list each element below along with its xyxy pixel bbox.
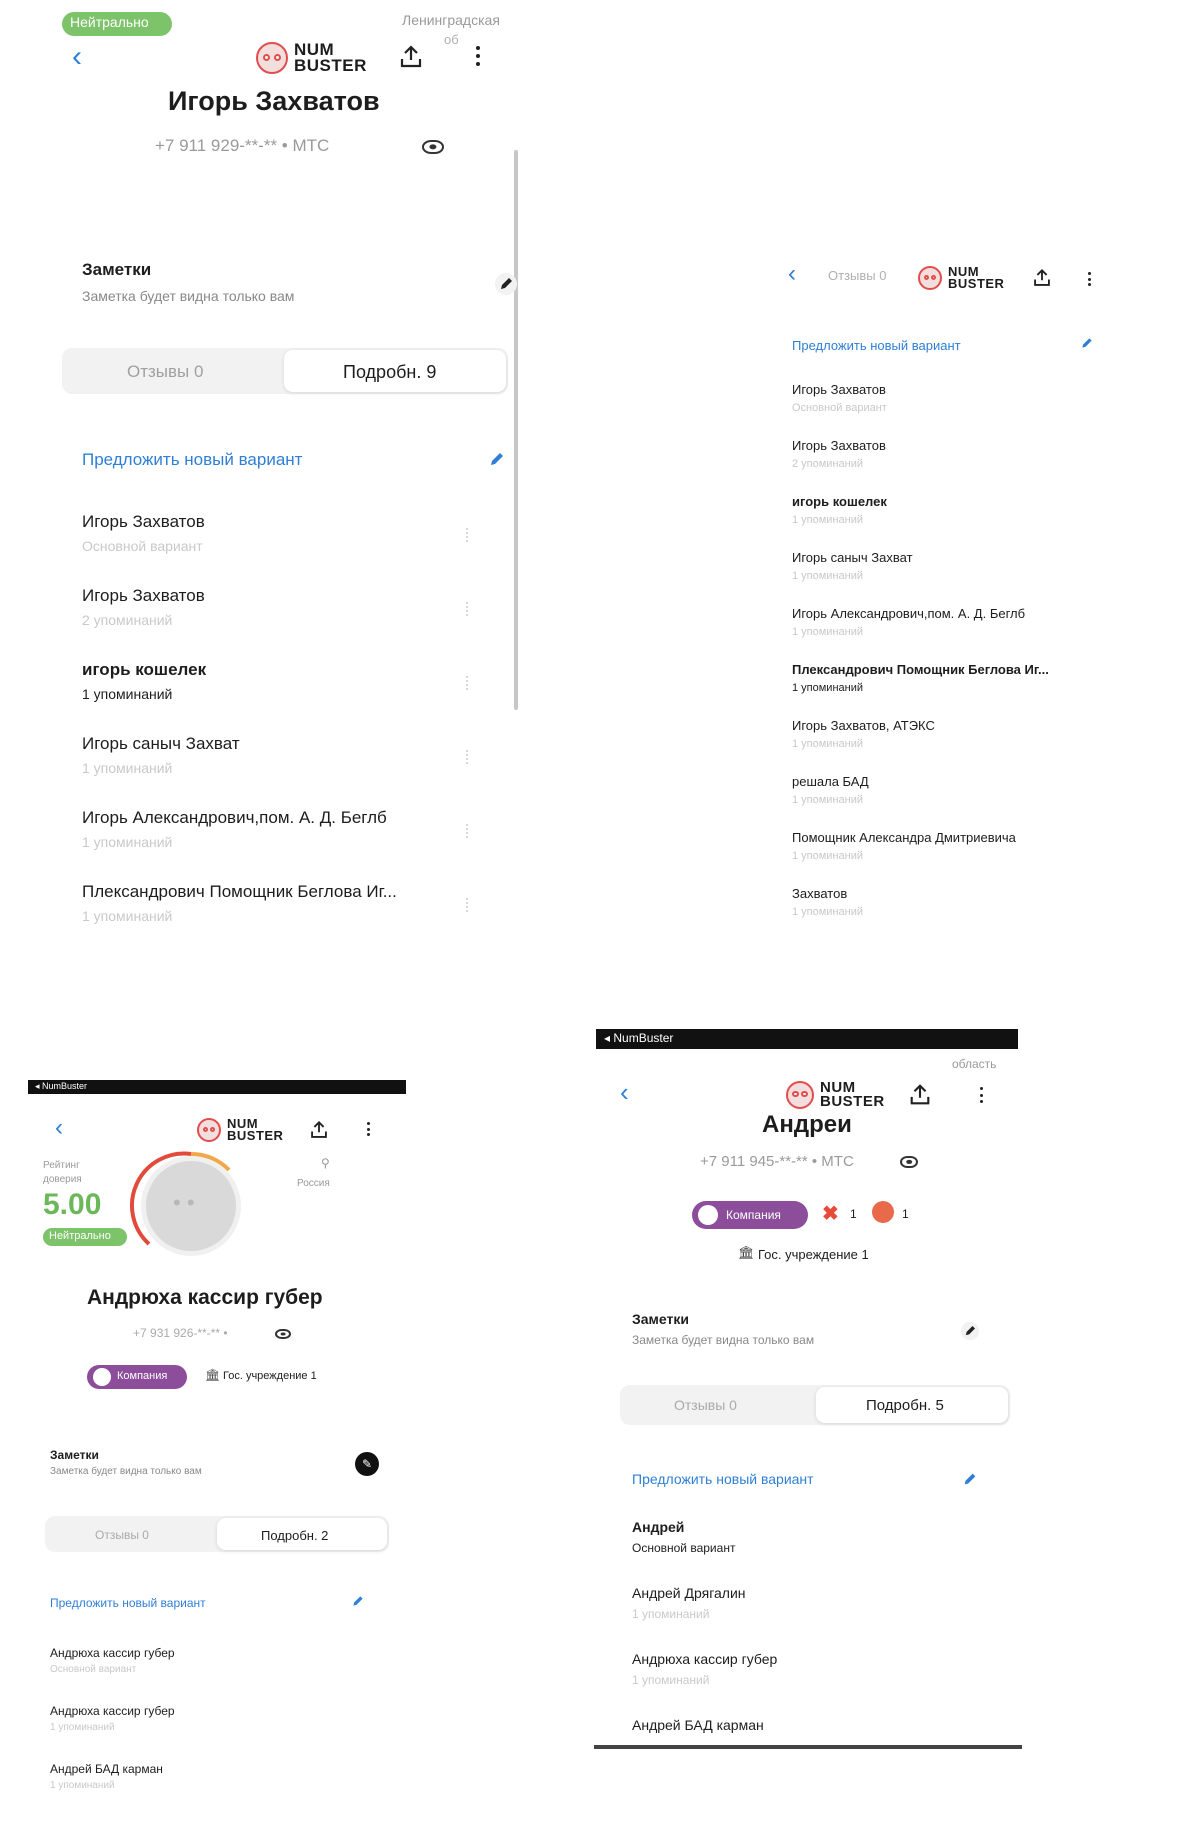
edit-pencil-icon[interactable] bbox=[494, 272, 518, 296]
trust-rating-value: 5.00 bbox=[43, 1188, 102, 1221]
list-item-sub: 1 упоминаний bbox=[792, 682, 864, 694]
screenshot-panel-2 bbox=[770, 250, 1120, 940]
item-more-icon[interactable] bbox=[466, 824, 470, 838]
list-item-sub: 1 упоминаний bbox=[792, 794, 864, 806]
gov-building-icon: 🏛 bbox=[738, 1245, 755, 1260]
list-item-sub: 1 упоминаний bbox=[82, 834, 173, 850]
list-item-sub: 1 упоминаний bbox=[792, 738, 864, 750]
list-item-sub: 1 упоминаний bbox=[792, 570, 864, 582]
logo-text-num: NUM bbox=[294, 40, 335, 60]
list-item-title: Игорь Александрович,пом. А. Д. Беглб bbox=[82, 808, 387, 827]
tab-details-label[interactable]: Подробн. 5 bbox=[866, 1397, 944, 1414]
list-item-sub: 2 упоминаний bbox=[792, 458, 864, 470]
more-vert-icon[interactable] bbox=[980, 1087, 983, 1103]
contact-phone: +7 911 945-**-** • МТС bbox=[700, 1153, 854, 1170]
suggest-new-variant-link[interactable]: Предложить новый вариант bbox=[50, 1596, 206, 1610]
avatar-face-icon: • • bbox=[173, 1190, 195, 1215]
list-item-title: Игорь Захватов bbox=[82, 586, 205, 605]
list-item-sub: Основной вариант bbox=[792, 402, 887, 414]
edit-pencil-icon[interactable]: ✎ bbox=[355, 1452, 379, 1476]
gov-building-icon: 🏛 bbox=[205, 1368, 221, 1382]
list-item-sub: 1 упоминаний bbox=[792, 626, 864, 638]
eye-icon[interactable] bbox=[422, 140, 444, 154]
suggest-new-variant-link[interactable]: Предложить новый вариант bbox=[792, 338, 961, 353]
notes-subtitle: Заметка будет видна только вам bbox=[82, 288, 295, 304]
trust-label-line-2: доверия bbox=[43, 1174, 82, 1185]
item-more-icon[interactable] bbox=[466, 528, 470, 542]
notes-subtitle: Заметка будет видна только вам bbox=[632, 1333, 815, 1347]
contact-phone: +7 911 929-**-** • МТС bbox=[155, 136, 330, 155]
status-bar-label: ◂ NumBuster bbox=[604, 1031, 674, 1045]
list-item-sub: 1 упоминаний bbox=[632, 1673, 710, 1687]
suggest-pencil-icon[interactable] bbox=[351, 1594, 365, 1608]
notes-title: Заметки bbox=[632, 1311, 689, 1327]
logo-text-buster: BUSTER bbox=[948, 276, 1005, 291]
screenshot-panel-1 bbox=[40, 0, 520, 930]
eye-icon[interactable] bbox=[900, 1156, 918, 1168]
list-item-title: Андрей БАД карман bbox=[632, 1717, 764, 1733]
list-item-sub: 1 упоминаний bbox=[632, 1607, 710, 1621]
list-item-title: игорь кошелек bbox=[82, 660, 207, 679]
screenshot-panel-3 bbox=[25, 1080, 410, 1820]
back-chevron-icon[interactable]: ‹ bbox=[620, 1077, 629, 1107]
list-item-title: Захватов bbox=[792, 886, 848, 901]
region-label: Ленинградская bbox=[402, 12, 500, 28]
list-item-sub: Основной вариант bbox=[50, 1664, 137, 1675]
bottom-edge-line bbox=[594, 1745, 1022, 1749]
suggest-pencil-icon[interactable] bbox=[962, 1471, 978, 1487]
list-item-title: Игорь Захватов bbox=[792, 382, 886, 397]
region-label: область bbox=[952, 1057, 997, 1071]
numbuster-logo bbox=[256, 42, 367, 74]
item-more-icon[interactable] bbox=[466, 676, 470, 690]
list-item-title: Андрей bbox=[632, 1519, 685, 1535]
share-icon[interactable] bbox=[309, 1120, 329, 1140]
logo-text-num: NUM bbox=[820, 1079, 856, 1097]
more-vert-icon[interactable] bbox=[476, 46, 480, 66]
list-item-title: Андрюха кассир губер bbox=[50, 1646, 175, 1660]
list-item-title: Игорь Захватов bbox=[82, 512, 205, 531]
notes-title: Заметки bbox=[82, 260, 152, 279]
list-item-sub: 1 упоминаний bbox=[792, 850, 864, 862]
company-chip-icon bbox=[698, 1205, 718, 1225]
list-item-title: Андрюха кассир губер bbox=[50, 1704, 175, 1718]
list-item-sub: 1 упоминаний bbox=[792, 906, 864, 918]
gov-institution-label: Гос. учреждение 1 bbox=[223, 1370, 317, 1382]
contact-phone: +7 931 926-**-** • bbox=[133, 1326, 228, 1340]
list-item-title: Плександрович Помощник Беглова Иг... bbox=[82, 882, 397, 901]
list-item-title: Игорь Александрович,пом. А. Д. Беглб bbox=[792, 606, 1026, 621]
list-item-title: решала БАД bbox=[792, 774, 869, 789]
contact-name: Андрюха кассир губер bbox=[87, 1286, 323, 1309]
more-vert-icon[interactable] bbox=[1088, 272, 1091, 286]
list-item-title: Игорь Захватов bbox=[792, 438, 886, 453]
list-item-title: Андрюха кассир губер bbox=[632, 1651, 778, 1667]
share-icon[interactable] bbox=[1032, 268, 1052, 288]
eye-icon[interactable] bbox=[275, 1329, 291, 1339]
item-more-icon[interactable] bbox=[466, 602, 470, 616]
logo-text-buster: BUSTER bbox=[227, 1128, 284, 1143]
list-item-sub: 1 упоминаний bbox=[50, 1780, 115, 1791]
suggest-pencil-icon[interactable] bbox=[488, 450, 506, 468]
logo-text-num: NUM bbox=[227, 1116, 259, 1132]
neutral-badge-label: Нейтрально bbox=[70, 14, 149, 30]
list-item-sub: 1 упоминаний bbox=[82, 760, 173, 776]
list-item-title: Игорь Захватов, АТЭКС bbox=[792, 718, 935, 733]
list-item-sub: 1 упоминаний bbox=[50, 1722, 115, 1733]
item-more-icon[interactable] bbox=[466, 750, 470, 764]
owl-logo-icon bbox=[197, 1118, 221, 1142]
list-item-title: Андрей Дрягалин bbox=[632, 1585, 746, 1601]
suggest-new-variant-link[interactable]: Предложить новый вариант bbox=[82, 450, 303, 469]
screenshot-panel-4 bbox=[590, 1025, 1040, 1805]
numbuster-logo bbox=[197, 1118, 283, 1142]
sad-face-icon bbox=[872, 1201, 894, 1223]
tab-reviews[interactable]: Отзывы 0 bbox=[127, 362, 204, 381]
numbuster-logo bbox=[786, 1081, 885, 1109]
back-chevron-icon[interactable]: ‹ bbox=[72, 40, 82, 73]
x-count: 1 bbox=[850, 1207, 857, 1221]
list-item-title: Игорь саныч Захват bbox=[792, 550, 913, 565]
list-item-title: игорь кошелек bbox=[792, 494, 887, 509]
list-item-title: Помощник Александра Дмитриевича bbox=[792, 830, 1016, 845]
owl-logo-icon bbox=[786, 1081, 814, 1109]
list-item-title: Андрей БАД карман bbox=[50, 1762, 163, 1776]
neutral-badge-label: Нейтрально bbox=[49, 1230, 111, 1242]
tab-details-label[interactable]: Подробн. 2 bbox=[261, 1528, 329, 1543]
logo-text-buster: BUSTER bbox=[820, 1093, 885, 1110]
list-item-sub: Основной вариант bbox=[82, 538, 203, 554]
company-chip-icon bbox=[93, 1368, 111, 1386]
tab-details-label[interactable]: Подробн. 9 bbox=[343, 362, 437, 382]
owl-logo-icon bbox=[256, 42, 288, 74]
suggest-pencil-icon[interactable] bbox=[1080, 336, 1094, 350]
scrollbar[interactable] bbox=[514, 150, 518, 710]
notes-subtitle: Заметка будет видна только вам bbox=[50, 1466, 202, 1477]
company-chip-label: Компания bbox=[117, 1370, 168, 1382]
list-item-sub: 1 упоминаний bbox=[82, 908, 173, 924]
share-icon[interactable] bbox=[908, 1083, 932, 1107]
list-item-title: Игорь саныч Захват bbox=[82, 734, 240, 753]
list-item-sub: Основной вариант bbox=[632, 1541, 736, 1555]
item-more-icon[interactable] bbox=[466, 898, 470, 912]
tab-reviews[interactable]: Отзывы 0 bbox=[95, 1528, 149, 1542]
back-chevron-icon[interactable]: ‹ bbox=[788, 260, 796, 287]
notes-title: Заметки bbox=[50, 1448, 99, 1462]
location-pin-icon: ⚲ bbox=[321, 1156, 330, 1170]
contact-name: Андреи bbox=[762, 1111, 852, 1138]
suggest-new-variant-link[interactable]: Предложить новый вариант bbox=[632, 1471, 814, 1487]
list-item-sub: 1 упоминаний bbox=[792, 514, 864, 526]
region-label: Россия bbox=[297, 1178, 330, 1189]
contact-name: Игорь Захватов bbox=[168, 86, 380, 116]
company-chip-label: Компания bbox=[726, 1208, 781, 1222]
list-item-title: Плександрович Помощник Беглова Иг... bbox=[792, 662, 1049, 677]
gov-institution-label: Гос. учреждение 1 bbox=[758, 1247, 869, 1262]
more-vert-icon[interactable] bbox=[367, 1122, 370, 1136]
face-count: 1 bbox=[902, 1207, 909, 1221]
list-item-sub: 2 упоминаний bbox=[82, 612, 173, 628]
red-x-icon: ✖ bbox=[822, 1203, 839, 1225]
tab-reviews[interactable]: Отзывы 0 bbox=[674, 1397, 737, 1413]
logo-text-buster: BUSTER bbox=[294, 56, 367, 75]
region-label-2: об bbox=[444, 32, 459, 47]
back-chevron-icon[interactable]: ‹ bbox=[55, 1114, 63, 1141]
share-icon[interactable] bbox=[398, 44, 424, 70]
status-bar-label: ◂ NumBuster bbox=[35, 1081, 88, 1091]
tab-reviews-partial[interactable]: Отзывы 0 bbox=[828, 268, 887, 283]
list-item-sub: 1 упоминаний bbox=[82, 686, 173, 702]
numbuster-logo bbox=[918, 266, 1004, 290]
trust-label-line-1: Рейтинг bbox=[43, 1160, 80, 1171]
edit-pencil-icon[interactable] bbox=[960, 1321, 980, 1341]
logo-text-num: NUM bbox=[948, 264, 980, 280]
owl-logo-icon bbox=[918, 266, 942, 290]
